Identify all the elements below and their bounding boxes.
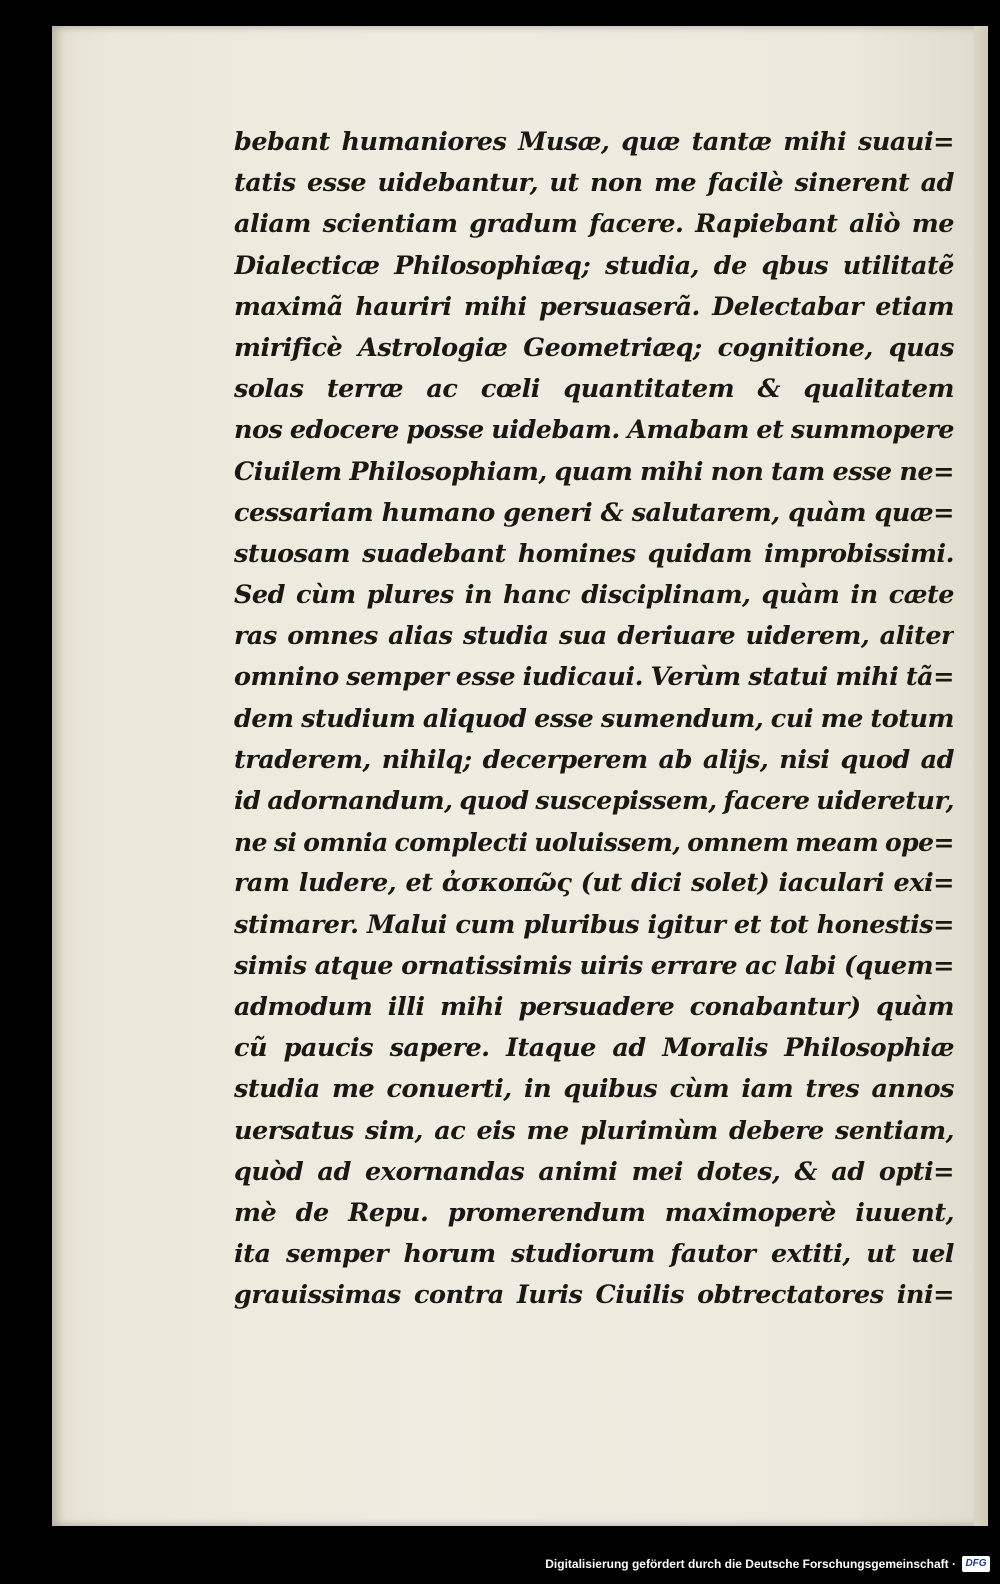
text-line: Dialecticæ Philosophiæq; studia, de qbus utilitatẽ [234, 250, 954, 281]
text-line: cessariam humano generi & salutarem, quàm quæ= [234, 497, 954, 528]
text-line: grauissimas contra Iuris Ciuilis obtrectatores ini= [234, 1280, 954, 1311]
text-line: omnino semper esse iudicaui. Verùm statui mihi tã= [234, 662, 954, 693]
text-line: maximã hauriri mihi persuaserã. Delectabar etiam [234, 291, 954, 322]
text-line: Ciuilem Philosophiam, quam mihi non tam esse ne= [234, 456, 954, 487]
dfg-logo: DFG [962, 1556, 990, 1572]
text-line: traderem, nihilq; decerperem ab alijs, nisi quod ad [234, 744, 954, 775]
text-line: cũ paucis sapere. Itaque ad Moralis Philosophiæ [234, 1033, 954, 1064]
text-block [234, 122, 954, 1362]
text-line: stimarer. Malui cum pluribus igitur et tot honestis= [234, 909, 954, 940]
text-line: nos edocere posse uidebam. Amabam et summopere [234, 415, 954, 446]
digitization-credit: Digitalisierung gefördert durch die Deutsche Forschungsgemeinschaft · [545, 1557, 956, 1571]
text-line: solas terræ ac cœli quantitatem & qualitatem [234, 374, 954, 405]
text-line: quòd ad exornandas animi mei dotes, & ad opti= [234, 1156, 954, 1187]
text-line: bebant humaniores Musæ, quæ tantæ mihi suaui= [234, 127, 954, 157]
text-line: ne si omnia complecti uoluissem, omnem meam ope= [234, 828, 954, 858]
text-line: mè de Repu. promerendum maximoperè iuuent, [234, 1197, 954, 1228]
page-edge [974, 26, 988, 1526]
text-line: studia me conuerti, in quibus cùm iam tres annos [234, 1074, 954, 1105]
text-line: id adornandum, quod suscepissem, facere uideretur, [234, 786, 954, 816]
text-line: aliam scientiam gradum facere. Rapiebant aliò me [234, 209, 954, 240]
text-line: tatis esse uidebantur, ut non me facilè sinerent ad [234, 168, 954, 199]
text-line: ita semper horum studiorum fautor extiti, ut uel [234, 1239, 954, 1270]
text-line: stuosam suadebant homines quidam improbissimi. [234, 538, 954, 569]
text-line: ram ludere, et ἀσκοπῶς (ut dici solet) iaculari exi= [234, 868, 954, 899]
text-line: admodum illi mihi persuadere conabantur) quàm [234, 991, 954, 1022]
text-line: uersatus sim, ac eis me plurimùm debere sentiam, [234, 1115, 954, 1146]
text-line: dem studium aliquod esse sumendum, cui me totum [234, 703, 954, 734]
text-line: Sed cùm plures in hanc disciplinam, quàm in cæte [234, 580, 954, 611]
text-line: mirificè Astrologiæ Geometriæq; cognitione, quas [234, 332, 954, 363]
text-line: ras omnes alias studia sua deriuare uiderem, aliter [234, 621, 954, 652]
book-page [52, 26, 988, 1526]
text-line: simis atque ornatissimis uiris errare ac labi (quem= [234, 950, 954, 981]
